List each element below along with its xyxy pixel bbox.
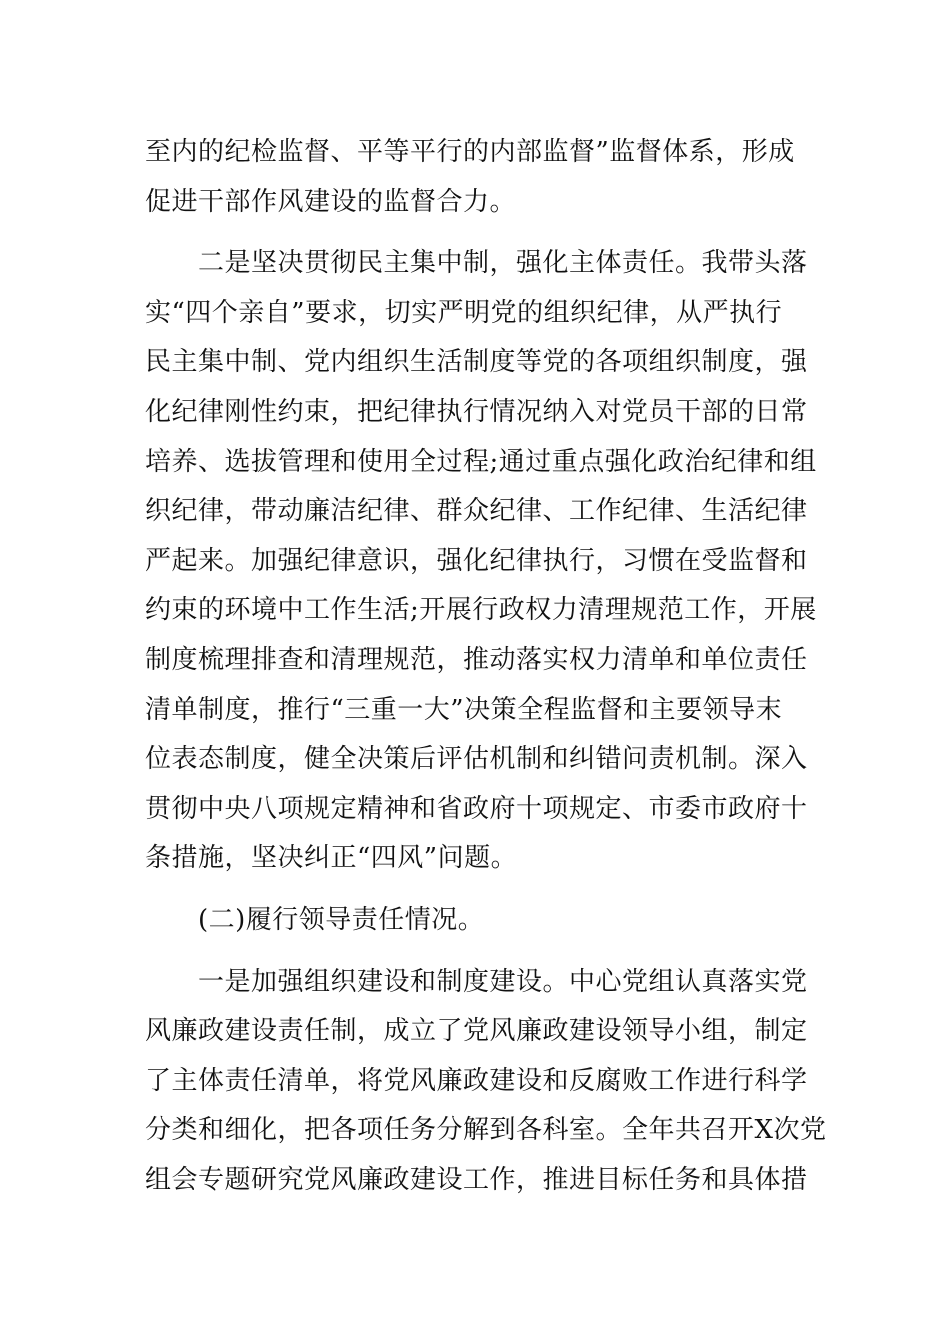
text-line: (二)履行领导责任情况。	[198, 904, 485, 935]
text-line: 组会专题研究党风廉政建设工作，推进目标任务和具体措	[145, 1164, 808, 1195]
paragraph-gap	[145, 227, 810, 239]
text-line: 风廉政建设责任制，成立了党风廉政建设领导小组，制定	[145, 1016, 808, 1047]
text-line: 分类和细化，把各项任务分解到各科室。全年共召开X次党	[145, 1115, 827, 1146]
text-line: 贯彻中央八项规定精神和省政府十项规定、市委市政府十	[145, 793, 808, 824]
text-line: 促进干部作风建设的监督合力。	[145, 186, 517, 217]
text-line: 二是坚决贯彻民主集中制，强化主体责任。我带头落	[198, 248, 808, 279]
text-line: 严起来。加强纪律意识，强化纪律执行，习惯在受监督和	[145, 545, 808, 576]
text-line: 约束的环境中工作生活;开展行政权力清理规范工作，开展	[145, 595, 817, 626]
paragraph-p4	[145, 958, 827, 1206]
text-line: 民主集中制、党内组织生活制度等党的各项组织制度，强	[145, 347, 808, 378]
text-line: 条措施，坚决纠正“四风”问题。	[145, 843, 518, 874]
text-line: 至内的纪检监督、平等平行的内部监督”监督体系，形成	[145, 137, 795, 167]
text-line: 位表态制度，健全决策后评估机制和纠错问责机制。深入	[145, 744, 808, 775]
text-line: 培养、选拔管理和使用全过程;通过重点强化政治纪律和组	[145, 446, 817, 477]
paragraph-p3	[145, 896, 810, 946]
paragraph-gap	[145, 884, 810, 896]
text-line: 一是加强组织建设和制度建设。中心党组认真落实党	[198, 966, 808, 997]
text-line: 化纪律刚性约束，把纪律执行情况纳入对党员干部的日常	[145, 396, 808, 427]
paragraph-gap	[145, 946, 810, 958]
paragraph-p1	[145, 128, 810, 227]
text-line: 实“四个亲自”要求，切实严明党的组织纪律，从严执行	[145, 297, 783, 328]
document-body	[145, 128, 827, 1205]
paragraph-p2	[145, 239, 817, 884]
text-line: 织纪律，带动廉洁纪律、群众纪律、工作纪律、生活纪律	[145, 496, 808, 527]
text-line: 制度梳理排查和清理规范，推动落实权力清单和单位责任	[145, 644, 808, 675]
text-line: 了主体责任清单，将党风廉政建设和反腐败工作进行科学	[145, 1065, 808, 1096]
text-line: 清单制度，推行“三重一大”决策全程监督和主要领导末	[145, 694, 783, 725]
